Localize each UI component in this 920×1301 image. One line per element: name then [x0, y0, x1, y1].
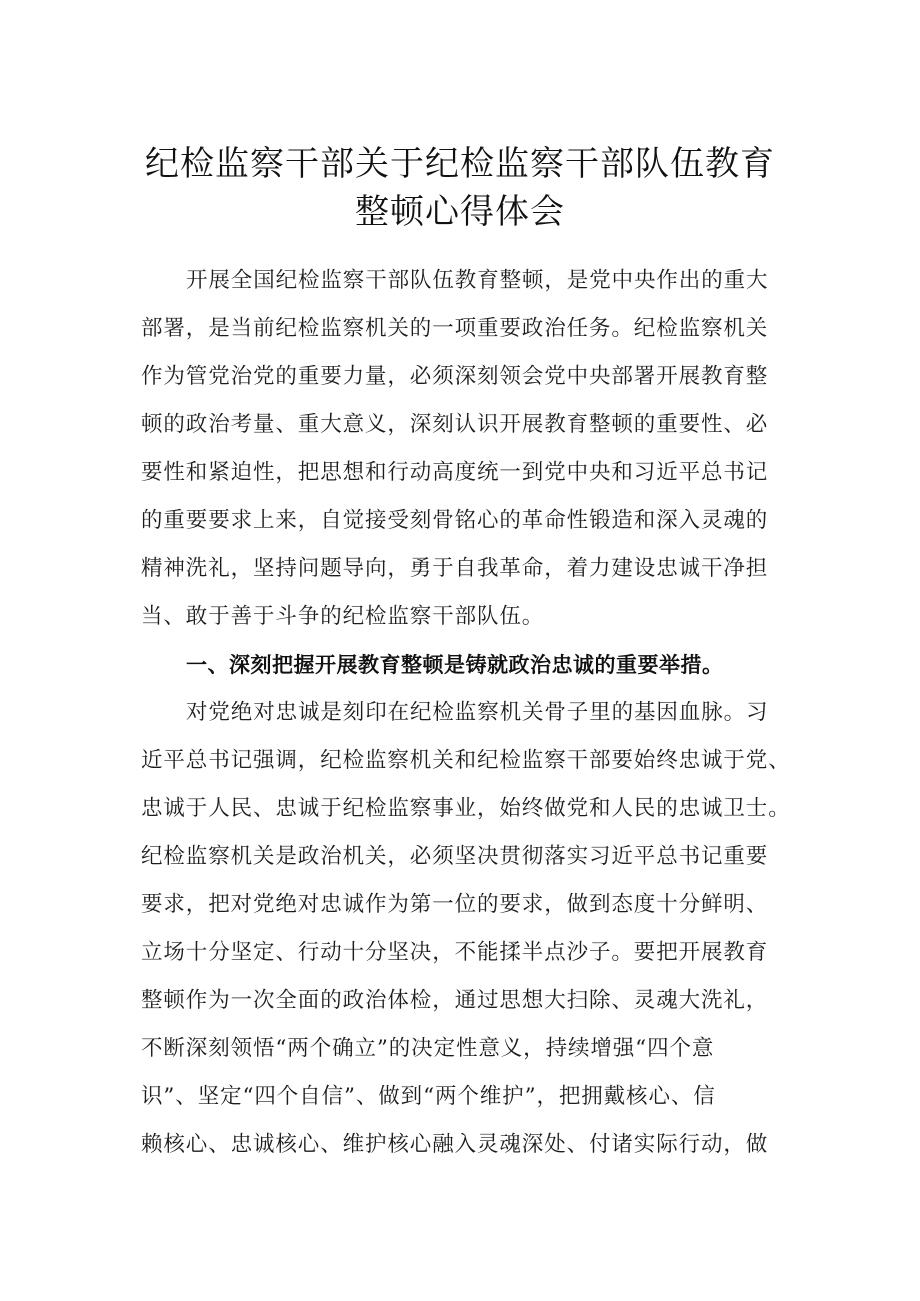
paragraph-line: 整顿作为一次全面的政治体检，通过思想大扫除、灵魂大洗礼， [141, 988, 769, 1013]
paragraph-line: 纪检监察机关是政治机关，必须坚决贯彻落实习近平总书记重要 [141, 844, 769, 869]
document-title-line-1: 纪检监察干部关于纪检监察干部队伍教育 [145, 144, 775, 184]
paragraph-line: 近平总书记强调，纪检监察机关和纪检监察干部要始终忠诚于党、 [141, 748, 791, 773]
paragraph-line: 不断深刻领悟“两个确立”的决定性意义，持续增强“四个意 [141, 1036, 715, 1061]
paragraph-line: 赖核心、忠诚核心、维护核心融入灵魂深处、付诸实际行动，做 [141, 1132, 769, 1157]
paragraph-line: 精神洗礼，坚持问题导向，勇于自我革命，着力建设忠诚干净担 [141, 556, 769, 581]
paragraph-line: 识”、坚定“四个自信”、做到“两个维护”，把拥戴核心、信 [141, 1084, 716, 1109]
paragraph-line: 立场十分坚定、行动十分坚决，不能揉半点沙子。要把开展教育 [141, 940, 769, 965]
paragraph-line: 部署，是当前纪检监察机关的一项重要政治任务。纪检监察机关 [141, 316, 769, 341]
document-title-line-2: 整顿心得体会 [355, 192, 565, 232]
paragraph-line: 对党绝对忠诚是刻印在纪检监察机关骨子里的基因血脉。习 [186, 700, 769, 725]
paragraph-line: 作为管党治党的重要力量，必须深刻领会党中央部署开展教育整 [141, 364, 769, 389]
paragraph-line: 忠诚于人民、忠诚于纪检监察事业，始终做党和人民的忠诚卫士。 [141, 796, 791, 821]
paragraph-line: 要性和紧迫性，把思想和行动高度统一到党中央和习近平总书记 [141, 460, 769, 485]
paragraph-line: 的重要要求上来，自觉接受刻骨铭心的革命性锻造和深入灵魂的 [141, 508, 769, 533]
paragraph-line: 顿的政治考量、重大意义，深刻认识开展教育整顿的重要性、必 [141, 412, 769, 437]
paragraph-line: 开展全国纪检监察干部队伍教育整顿，是党中央作出的重大 [186, 268, 769, 293]
paragraph-line: 要求，把对党绝对忠诚作为第一位的要求，做到态度十分鲜明、 [141, 892, 769, 917]
paragraph-line: 当、敢于善于斗争的纪检监察干部队伍。 [141, 604, 545, 629]
section-heading: 一、深刻把握开展教育整顿是铸就政治忠诚的重要举措。 [186, 653, 724, 677]
